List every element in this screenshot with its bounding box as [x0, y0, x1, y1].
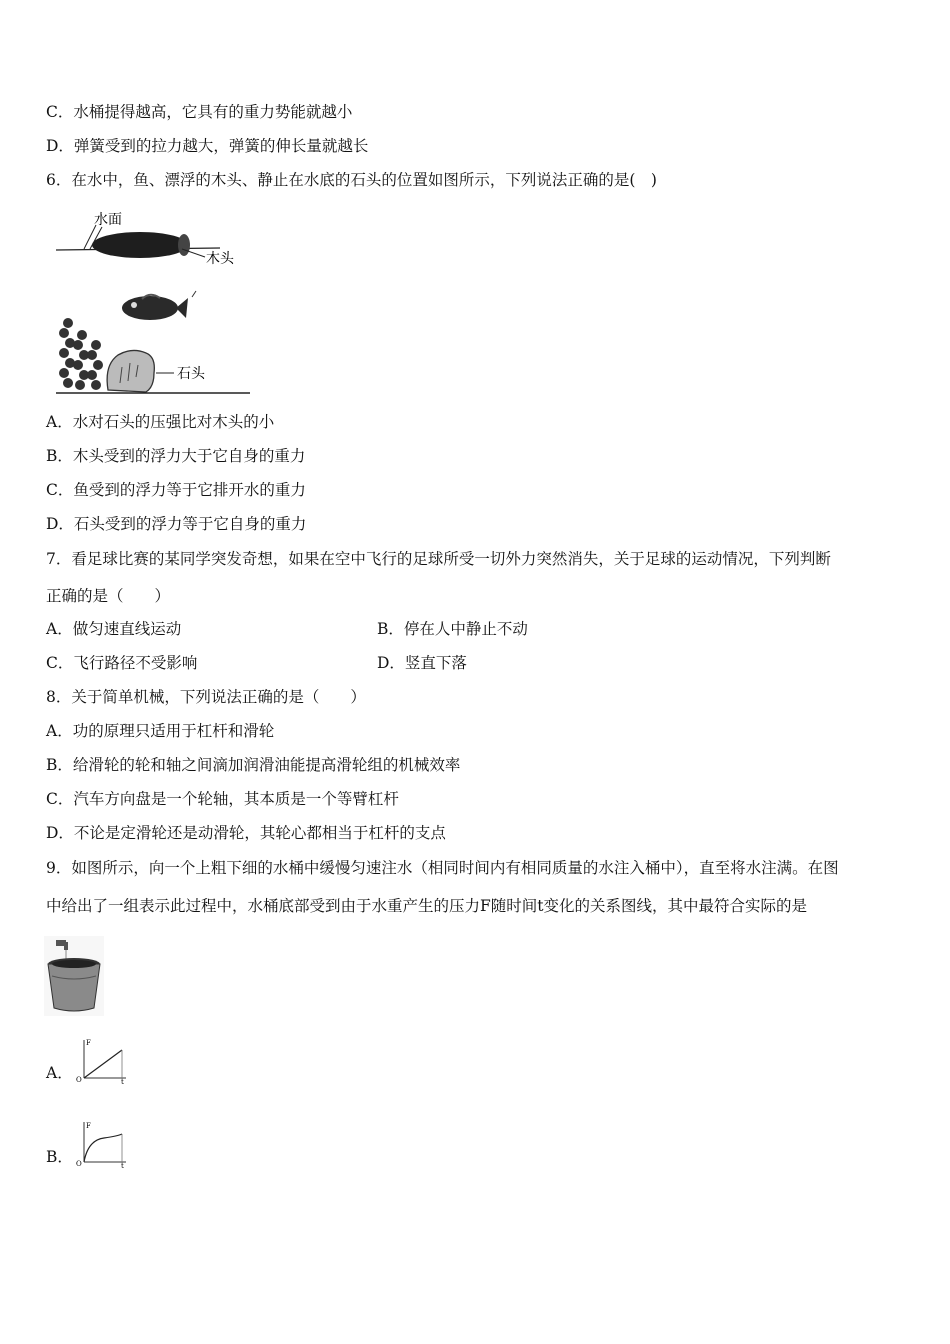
q7-option-d: D．竖直下落 [377, 654, 467, 672]
q8-option-d: D．不论是定滑轮还是动滑轮，其轮心都相当于杠杆的支点 [46, 824, 446, 842]
origin-a: O [76, 1076, 82, 1084]
q6-option-d: D．石头受到的浮力等于它自身的重力 [46, 515, 307, 533]
q9-graph-a [74, 1036, 128, 1084]
q7-option-c: C．飞行路径不受影响 [46, 654, 198, 672]
q6-option-b: B．木头受到的浮力大于它自身的重力 [46, 447, 306, 465]
q7-option-a: A．做匀速直线运动 [46, 620, 182, 638]
q6-figure [50, 205, 260, 400]
seaweed-drawing [59, 318, 103, 390]
q9-stem-line1: 9．如图所示，向一个上粗下细的水桶中缓慢匀速注水（相同时间内有相同质量的水注入桶中），直至将水注满。在图 [46, 859, 839, 877]
q9-option-a-label: A． [46, 1064, 73, 1082]
q8-stem: 8．关于简单机械，下列说法正确的是（ ） [46, 688, 366, 706]
label-stone: 石头 [177, 366, 205, 382]
axis-t-a: t [121, 1078, 124, 1084]
axis-f-b: F [86, 1122, 91, 1130]
q9-stem-line2: 中给出了一组表示此过程中，水桶底部受到由于水重产生的压力F随时间t变化的关系图线，其中最符合实际的是 [46, 897, 807, 915]
origin-b: O [76, 1160, 82, 1168]
q6-option-a: A．水对石头的压强比对木头的小 [46, 413, 275, 431]
q6-option-c: C．鱼受到的浮力等于它排开水的重力 [46, 481, 306, 499]
q8-option-b: B．给滑轮的轮和轴之间滴加润滑油能提高滑轮组的机械效率 [46, 756, 461, 774]
q9-graph-b [74, 1118, 128, 1168]
q8-option-a: A．功的原理只适用于杠杆和滑轮 [46, 722, 275, 740]
q7-stem-line2: 正确的是（ ） [46, 587, 171, 605]
q8-option-c: C．汽车方向盘是一个轮轴，其本质是一个等臂杠杆 [46, 790, 399, 808]
label-water: 水面 [94, 212, 122, 228]
label-wood: 木头 [206, 251, 234, 267]
q9-option-b-label: B． [46, 1148, 73, 1166]
fish-drawing [122, 291, 196, 320]
q6-stem: 6．在水中，鱼、漂浮的木头、静止在水底的石头的位置如图所示，下列说法正确的是( ) [46, 171, 657, 189]
axis-t-b: t [121, 1162, 124, 1168]
q7-stem-line1: 7．看足球比赛的某同学突发奇想，如果在空中飞行的足球所受一切外力突然消失，关于足球的运动情况，下列判断 [46, 550, 831, 568]
q7-option-b: B．停在人中静止不动 [377, 620, 528, 638]
axis-f-a: F [86, 1039, 91, 1047]
bucket-figure [44, 936, 104, 1016]
q5-option-d: D．弹簧受到的拉力越大，弹簧的伸长量就越长 [46, 137, 369, 155]
q5-option-c: C．水桶提得越高，它具有的重力势能就越小 [46, 103, 353, 121]
